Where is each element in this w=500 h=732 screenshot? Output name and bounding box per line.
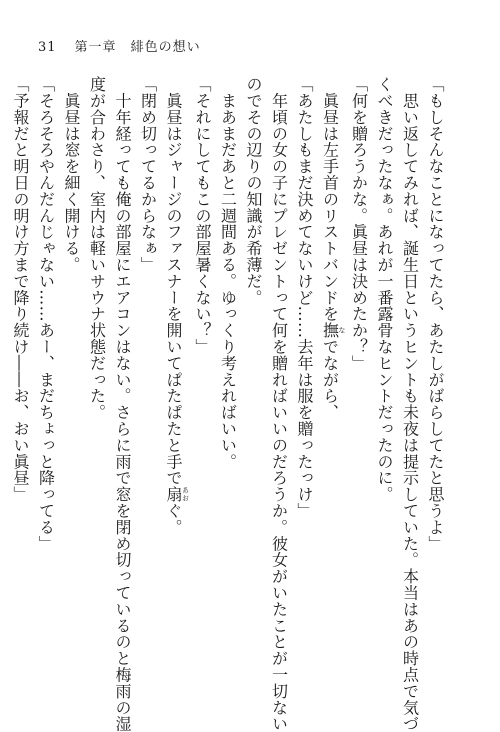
chapter-label: 第一章	[74, 40, 117, 55]
text-line: 「あたしもまだ決めてないけど……去年は服を贈ったっけ」	[295, 76, 314, 519]
text-line: まあまだあと二週間ある。ゆっくり考えればいい。	[218, 76, 238, 470]
text-line: 「それにしてもこの部屋暑くない？」	[193, 76, 212, 355]
text-line: 思い返してみれば、誕生日というヒントも未夜は提示していた。本当はあの時点で気づ	[400, 76, 420, 732]
text-line: 「そろそろやんだんじゃない……あー、まだちょっと降ってる」	[36, 76, 56, 552]
text-line: くべきだったなぁ。あれが一番露骨なヒントだったのに。	[375, 76, 394, 503]
ruby-aogu: 扇あお	[164, 486, 190, 503]
text-line: 「閉め切ってるからなぁ」	[138, 76, 158, 273]
text-line: 度が合わさり、室内は軽いサウナ状態だった。	[87, 76, 107, 421]
text-line: 眞昼はジャージのファスナーを開いてぱたぱたと手で扇あおぐ。	[164, 76, 190, 536]
text-line: 眞昼は左手首のリストバンドを撫なでながら、	[320, 76, 346, 421]
text-line: 「何を贈ろうかな。眞昼は決めたか？」	[349, 76, 369, 372]
page-number: 31	[38, 40, 57, 55]
ruby-nade: 撫な	[320, 322, 346, 339]
text-line: のでその辺りの知識が希薄だ。	[244, 76, 263, 306]
text-line: 眞昼は窓を細く開ける。	[62, 76, 81, 273]
text-line: 年頃の女の子にプレゼントって何を贈ればいいのだろうか。彼女がいたことが一切ない	[269, 76, 289, 732]
text-line: 十年経っても俺の部屋にエアコンはない。さらに雨で窓を閉め切っているのと梅雨の湿	[113, 76, 132, 732]
vertical-body-text	[8, 76, 449, 732]
text-line: 「予報だと明日の明け方まで降り続け――お、おい眞昼」	[11, 76, 30, 503]
page-header	[38, 36, 201, 55]
text-line: 「もしそんなことになってたら、あたしがばらしてたと思うよ」	[426, 76, 445, 552]
chapter-title: 緋色の想い	[130, 40, 201, 55]
